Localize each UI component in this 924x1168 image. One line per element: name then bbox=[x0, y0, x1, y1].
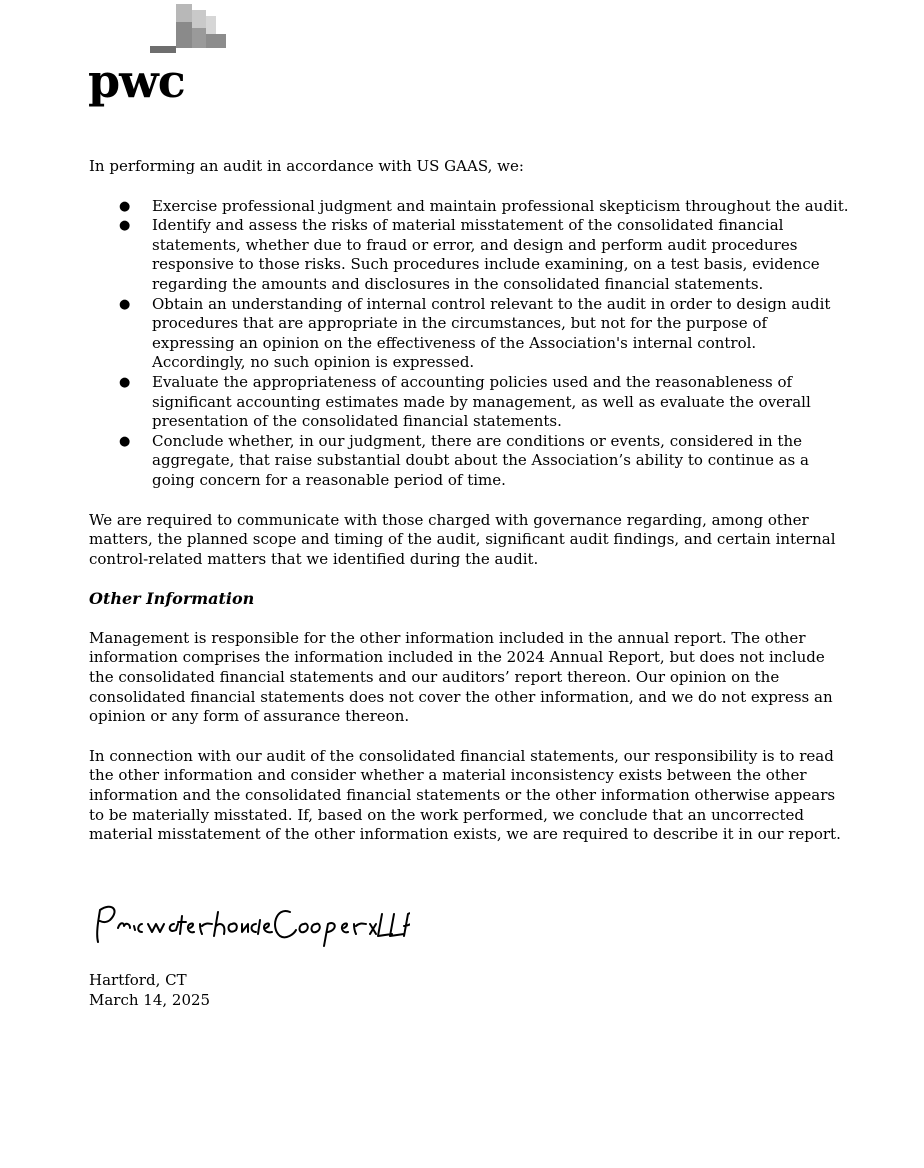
logo-wordmark: pwc bbox=[88, 54, 185, 108]
document-body bbox=[89, 157, 849, 865]
logo-mark-icon bbox=[88, 2, 228, 58]
bullet-icon: ● bbox=[119, 218, 131, 234]
bullet-icon: ● bbox=[119, 374, 131, 390]
signature-location: Hartford, CT bbox=[89, 971, 187, 989]
list-item: ● Exercise professional judgment and maintain professional skepticism throughout the audit. bbox=[119, 196, 849, 215]
signature-image bbox=[90, 892, 410, 962]
audit-procedures-list bbox=[89, 197, 849, 491]
intro-paragraph: In performing an audit in accordance with US GAAS, we: bbox=[89, 157, 524, 175]
bullet-icon: ● bbox=[119, 198, 131, 214]
other-information-paragraph-2: In connection with our audit of the consolidated financial statements, our responsibility is to read the other information and consider whether a material inconsistency exists between the other information and the consolidated financial statements or the other information otherwise appears to be materially misstated. If, based on the work performed, we conclude that an uncorrected material misstatement of the other information exists, we are required to describe it in our report. bbox=[89, 746, 841, 844]
other-information-paragraph-1: Management is responsible for the other information included in the annual report. The other information comprises the information included in the 2024 Annual Report, but does not include the consolidated financial statements and our auditors’ report thereon. Our opinion on the consolidated financial statements does not cover the other information, and we do not express an opinion or any form of assurance thereon. bbox=[89, 628, 833, 726]
bullet-icon: ● bbox=[119, 433, 131, 449]
list-item: ● Evaluate the appropriateness of accounting policies used and the reasonableness of significant accounting estimates made by management, as well as evaluate the overall presentation of the consolidated financial statements. bbox=[119, 372, 811, 431]
bullet-icon: ● bbox=[119, 296, 131, 312]
list-item: ● Conclude whether, in our judgment, there are conditions or events, considered in the aggregate, that raise substantial doubt about the Association’s ability to continue as a going concern for a reasonable period of time. bbox=[119, 431, 809, 489]
list-item: ● Identify and assess the risks of material misstatement of the consolidated financial statements, whether due to fraud or error, and design and perform audit procedures responsive to those risks. Such procedures include examining, on a test basis, evidence regarding the amounts and disclosures in the consolidated financial statements. bbox=[119, 216, 820, 293]
list-item: ● Obtain an understanding of internal control relevant to the audit in order to design audit procedures that are appropriate in the circumstances, but not for the purpose of expressing an opinion on the effectiveness of the Association's internal control. Accordingly, no such opinion is expressed. bbox=[119, 294, 831, 372]
pwc-logo bbox=[88, 2, 228, 110]
signature-block bbox=[89, 971, 210, 1010]
signature-date: March 14, 2025 bbox=[89, 990, 211, 1009]
governance-paragraph: We are required to communicate with those charged with governance regarding, among other matters, the planned scope and timing of the audit, significant audit findings, and certain internal control-related matters that we identified during the audit. bbox=[89, 510, 836, 568]
other-information-heading: Other Information bbox=[89, 589, 255, 609]
